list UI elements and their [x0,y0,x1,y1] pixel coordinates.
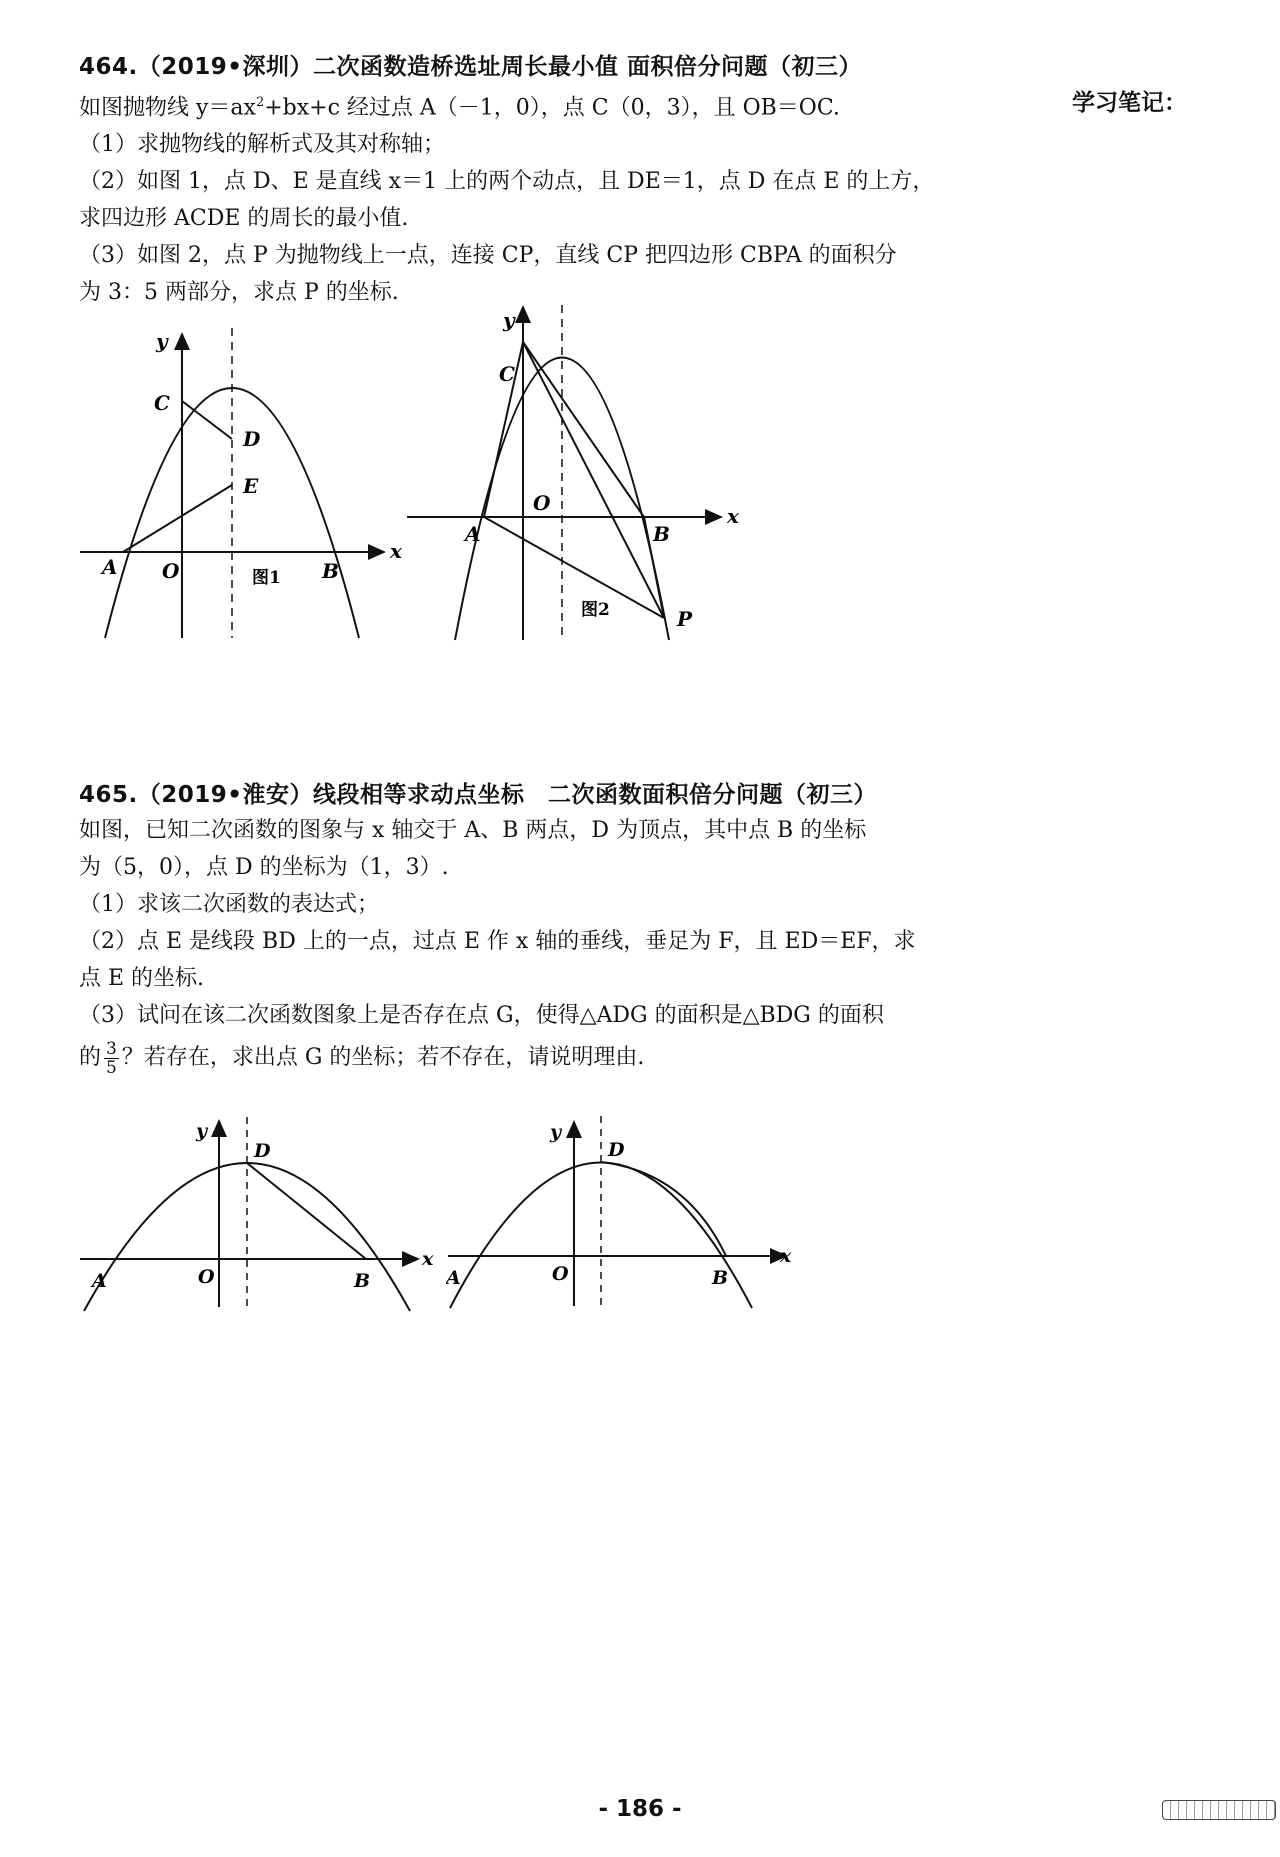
label-x: x [390,539,402,563]
problem-464-part-3: （3）如图 2，点 P 为抛物线上一点，连接 CP，直线 CP 把四边形 CBPA 的面积分 [79,243,897,269]
segment-DB [247,1163,366,1259]
label-D: D [243,427,261,451]
label-D: D [608,1139,625,1161]
problem-464-part-1: （1）求抛物线的解析式及其对称轴； [79,132,445,158]
figure-2 [405,305,750,654]
label-O: O [198,1266,215,1288]
label-B: B [322,559,339,583]
figure-465-left-svg [78,1115,443,1315]
problem-464-part-2-cont: 求四边形 ACDE 的周长的最小值. [79,206,409,232]
problem-464-heading: 464.（2019•深圳）二次函数造桥选址周长最小值 面积倍分问题（初三） [79,54,862,80]
page-number: - 186 - [598,1796,682,1822]
figure-465-right [446,1112,801,1316]
fraction-numerator: 3 [106,1038,117,1059]
problem-465-part-2-cont: 点 E 的坐标. [79,966,205,991]
problem-465-part-1: （1）求该二次函数的表达式； [79,892,379,917]
figure-2-caption: 图2 [581,600,610,620]
exponent: 2 [255,95,265,110]
label-x: x [780,1245,792,1267]
statement-text: 如图抛物线 y＝ax [79,95,256,121]
problem-464-part-3-cont: 为 3：5 两部分，求点 P 的坐标. [79,280,399,306]
label-A: A [465,522,481,546]
label-O: O [162,559,180,583]
figure-2-svg [405,305,750,650]
segment-AP [484,517,664,618]
problem-465-statement: 如图，已知二次函数的图象与 x 轴交于 A、B 两点，D 为顶点，其中点 B 的坐标 [79,818,867,843]
label-y: y [156,329,168,353]
statement-text-cont: +bx+c 经过点 A（－1，0），点 C（0，3），且 OB＝OC. [264,95,840,121]
figure-465-right-svg [446,1112,801,1312]
label-C: C [154,391,170,415]
segment-CD [182,401,232,439]
label-A: A [92,1270,107,1292]
label-B: B [354,1270,371,1292]
problem-464-part-2: （2）如图 1，点 D、E 是直线 x＝1 上的两个动点，且 DE＝1，点 D 在点 E 的上方， [79,169,935,195]
figure-1 [78,318,408,652]
label-x: x [422,1248,434,1270]
curve-DB [601,1162,726,1256]
label-y: y [503,308,515,332]
label-B: B [653,522,670,546]
problem-464-statement [79,84,1039,126]
problem-465-heading: 465.（2019•淮安）线段相等求动点坐标 二次函数面积倍分问题（初三） [79,782,877,808]
fraction-denominator: 5 [106,1057,117,1078]
side-note: 学习笔记： [1072,90,1187,116]
label-x: x [727,504,739,528]
label-B: B [712,1267,729,1289]
problem-465-part-2: （2）点 E 是线段 BD 上的一点，过点 E 作 x 轴的垂线，垂足为 F，且 ED＝EF，求 [79,929,916,954]
problem-465-statement-cont: 为（5，0），点 D 的坐标为（1，3）. [79,855,449,880]
label-O: O [552,1263,569,1285]
problem-465 [79,778,1039,1082]
label-D: D [254,1140,271,1162]
label-C: C [499,362,515,386]
part-3-text: 的 [79,1045,102,1070]
figure-1-svg [78,318,408,648]
label-y: y [196,1120,208,1142]
problem-465-part-3: （3）试问在该二次函数图象上是否存在点 G，使得△ADG 的面积是△BDG 的面积 [79,1003,884,1028]
label-A: A [446,1267,461,1289]
label-y: y [550,1121,562,1143]
fraction-three-fifths [104,1040,119,1077]
label-O: O [533,491,551,515]
label-E: E [243,474,259,498]
page-scroll-indicator[interactable] [1162,1800,1276,1820]
label-A: A [102,555,118,579]
figure-465-left [78,1115,443,1319]
problem-465-part-3-cont [79,1034,1039,1082]
problem-464 [79,50,1039,311]
part-3-text-cont: ？若存在，求出点 G 的坐标；若不存在，请说明理由. [121,1045,645,1070]
figure-1-caption: 图1 [252,568,281,588]
label-P: P [677,607,693,631]
